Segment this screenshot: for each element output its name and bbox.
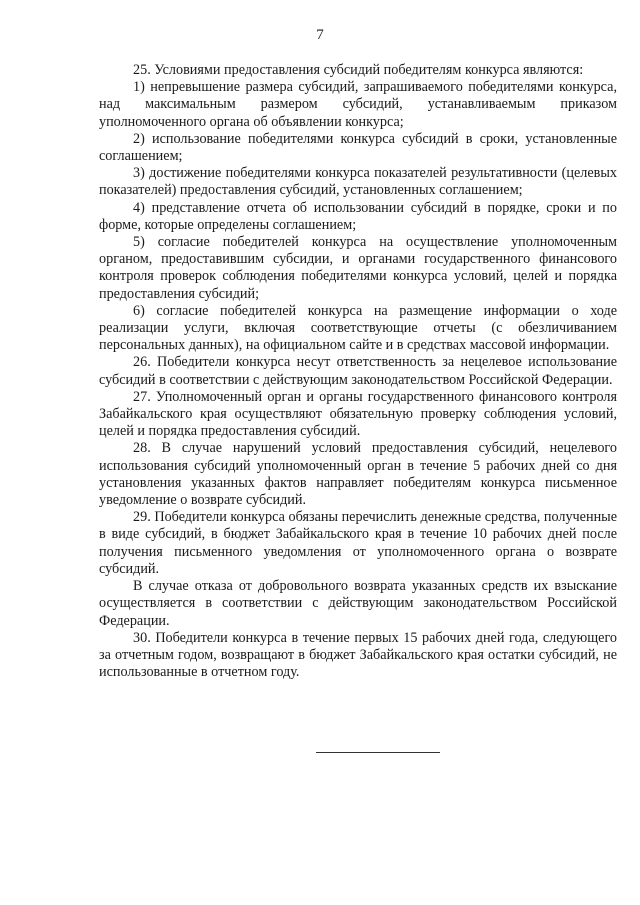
paragraph-29-refusal: В случае отказа от добровольного возврата указанных средств их взыскание осуществляется в соответствии с действующим законодательством Российской Федерации. xyxy=(99,578,617,629)
paragraph-29: 29. Победители конкурса обязаны перечислить денежные средства, полученные в виде субсидий, в бюджет Забайкальского края в течение 10 рабочих дней после получения письменного уведомления от уполномоченного органа о возврате субсидий. xyxy=(99,509,617,577)
paragraph-26: 26. Победители конкурса несут ответственность за нецелевое использование субсидий в соответствии с действующим законодательством Российской Федерации. xyxy=(99,354,617,388)
page-number: 7 xyxy=(316,27,324,43)
paragraph-25-item-5: 5) согласие победителей конкурса на осуществление уполномоченным органом, предоставившим субсидии, и органами государственного финансового контроля проверок соблюдения победителями конкурса условий, целей и порядка предоставления субсидий; xyxy=(99,234,617,302)
paragraph-27: 27. Уполномоченный орган и органы государственного финансового контроля Забайкальского края осуществляют обязательную проверку соблюдения условий, целей и порядка предоставления субсидий. xyxy=(99,388,617,440)
paragraph-25-item-6: 6) согласие победителей конкурса на размещение информации о ходе реализации услуги, включая соответствующие отчеты (с обезличиванием персональных данных), на официальном сайте и в средствах массовой информации. xyxy=(99,302,617,354)
paragraph-25-item-2: 2) использование победителями конкурса субсидий в сроки, установленные соглашением; xyxy=(99,130,617,165)
paragraph-28: 28. В случае нарушений условий предоставления субсидий, нецелевого использования субсидий уполномоченный орган в течение 5 рабочих дней со дня установления указанных фактов направляет победителям конкурса письменное уведомление о возврате субсидий. xyxy=(99,440,617,509)
paragraph-25-item-3: 3) достижение победителями конкурса показателей результативности (целевых показателей) предоставления субсидий, установленных соглашением; xyxy=(99,165,617,199)
paragraph-30: 30. Победители конкурса в течение первых 15 рабочих дней года, следующего за отчетным годом, возвращают в бюджет Забайкальского края остатки субсидий, не использованные в отчетном году. xyxy=(99,629,617,681)
document-body xyxy=(99,62,617,681)
closing-rule xyxy=(316,752,440,753)
paragraph-25-item-1: 1) непревышение размера субсидий, запрашиваемого победителями конкурса, над максимальным размером субсидий, устанавливаемым приказом уполномоченного органа об объявлении конкурса; xyxy=(99,79,617,130)
paragraph-25-item-4: 4) представление отчета об использовании субсидий в порядке, сроки и по форме, которые определены соглашением; xyxy=(99,199,617,233)
paragraph-25-intro: 25. Условиями предоставления субсидий победителям конкурса являются: xyxy=(133,62,584,78)
